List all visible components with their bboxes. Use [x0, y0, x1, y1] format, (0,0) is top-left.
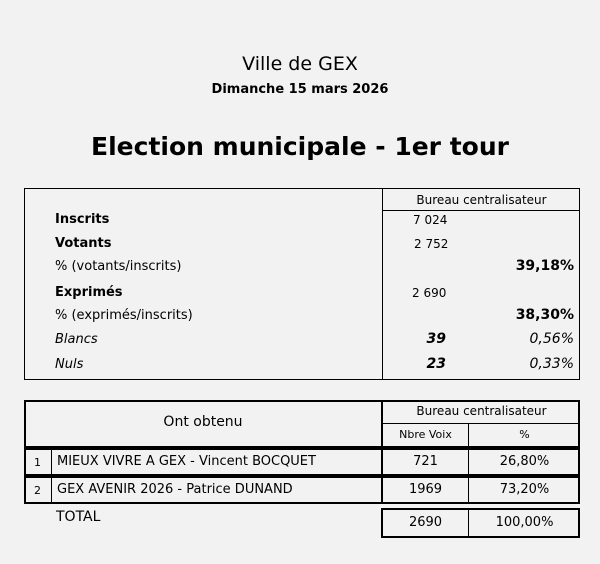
blancs-label: Blancs — [55, 332, 98, 347]
election-date: Dimanche 15 mars 2026 — [211, 82, 389, 97]
list-voix: 1969 — [408, 482, 443, 497]
nuls-value: 23 — [426, 356, 446, 372]
list-pct: 26,80% — [499, 454, 550, 469]
list-pct: 73,20% — [499, 482, 550, 497]
exprimes-label: Exprimés — [55, 285, 123, 300]
row-divider — [51, 476, 52, 504]
results-subheader-line — [381, 423, 580, 424]
results-bureau-header: Bureau centralisateur — [416, 404, 547, 418]
bureau-header: Bureau centralisateur — [416, 193, 547, 207]
nuls-pct: 0,33% — [529, 356, 574, 372]
header-divider — [382, 210, 580, 211]
list-voix: 721 — [413, 454, 438, 469]
inscrits-label: Inscrits — [55, 212, 110, 227]
list-name: GEX AVENIR 2026 - Patrice DUNAND — [57, 482, 293, 497]
blancs-pct: 0,56% — [529, 331, 574, 347]
pct-header: % — [519, 428, 530, 441]
pct-votants-value: 39,18% — [515, 258, 574, 274]
total-label: TOTAL — [56, 509, 101, 525]
voix-header: Nbre Voix — [399, 428, 452, 441]
exprimes-value: 2 690 — [412, 286, 447, 300]
pct-exprimes-value: 38,30% — [515, 307, 574, 323]
list-name: MIEUX VIVRE A GEX - Vincent BOCQUET — [57, 454, 316, 469]
pct-votants-label: % (votants/inscrits) — [55, 259, 182, 274]
total-pct: 100,00% — [495, 515, 554, 530]
column-divider — [382, 188, 383, 380]
votants-value: 2 752 — [414, 237, 449, 251]
page-title: Election municipale - 1er tour — [91, 132, 509, 161]
row-divider — [51, 448, 52, 476]
ont-obtenu-header: Ont obtenu — [163, 414, 243, 430]
city-name: Ville de GEX — [242, 53, 358, 75]
list-number: 2 — [34, 484, 41, 497]
nuls-label: Nuls — [55, 357, 84, 372]
list-number: 1 — [34, 456, 41, 469]
total-voix: 2690 — [408, 515, 443, 530]
pct-exprimes-label: % (exprimés/inscrits) — [55, 308, 193, 323]
votants-label: Votants — [55, 236, 112, 251]
blancs-value: 39 — [426, 331, 446, 347]
inscrits-value: 7 024 — [413, 213, 448, 227]
